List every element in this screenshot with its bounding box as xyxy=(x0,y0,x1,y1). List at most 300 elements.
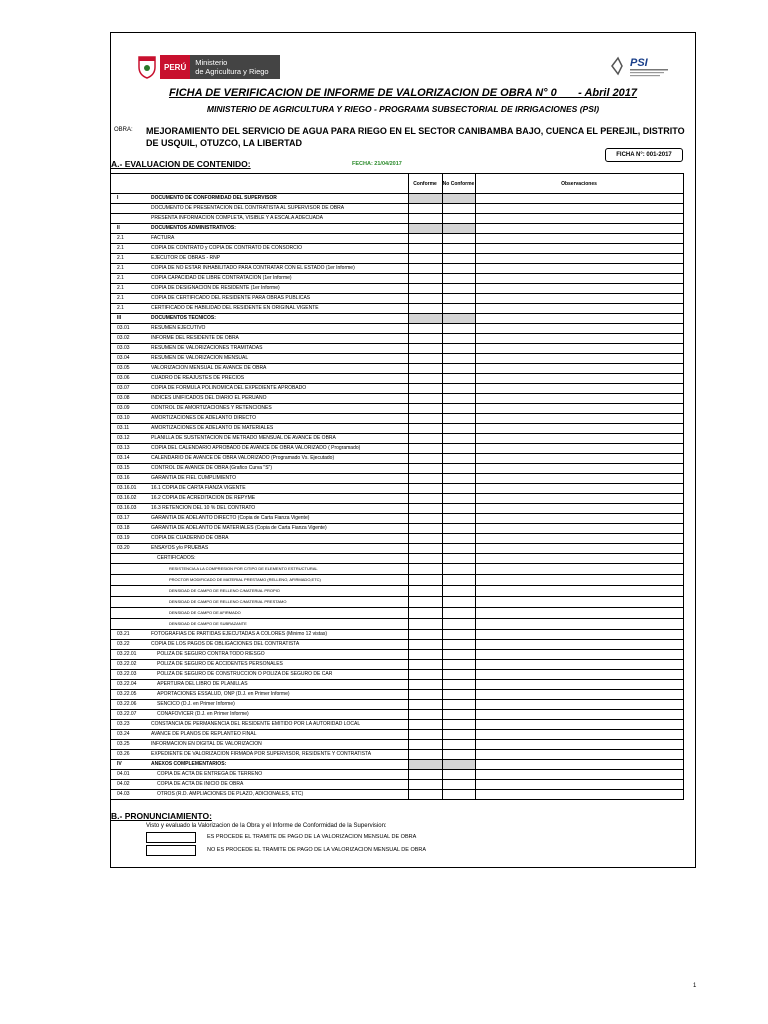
observaciones-cell[interactable] xyxy=(475,414,683,424)
row-text: COPIA DE CUADERNO DE OBRA xyxy=(151,535,229,541)
no-conforme-cell[interactable] xyxy=(442,194,475,204)
observaciones-cell[interactable] xyxy=(475,214,683,224)
table-row xyxy=(111,630,683,640)
row-text: EXPEDIENTE DE VALORIZACION FIRMADA POR SUPERVISOR, RESIDENTE Y CONTRATISTA xyxy=(151,751,372,757)
no-conforme-cell[interactable] xyxy=(442,404,475,414)
row-number: 03.22.07 xyxy=(117,711,137,717)
no-conforme-cell[interactable] xyxy=(442,619,475,630)
observaciones-cell[interactable] xyxy=(475,384,683,394)
row-text: AVANCE DE PLANOS DE REPLANTEO FINAL xyxy=(151,731,257,737)
table-row xyxy=(111,284,683,294)
row-number: 03.04 xyxy=(117,355,130,361)
row-text: DENSIDAD DE CAMPO DE AFIRMADO xyxy=(169,610,241,615)
no-conforme-cell[interactable] xyxy=(442,680,475,690)
row-text: CONTROL DE AMORTIZACIONES Y RETENCIONES xyxy=(151,405,272,411)
row-text: CONTROL DE AVANCE DE OBRA (Grafico Curva "S") xyxy=(151,465,272,471)
no-conforme-cell[interactable] xyxy=(442,294,475,304)
row-text: PROCTOR MODIFICADO DE MATERIAL PRESTAMO (RELLENO, AFIRMADO,ETC) xyxy=(169,577,321,582)
observaciones-cell[interactable] xyxy=(475,660,683,670)
no-conforme-cell[interactable] xyxy=(442,564,475,575)
observaciones-cell[interactable] xyxy=(475,434,683,444)
no-conforme-cell[interactable] xyxy=(442,414,475,424)
observaciones-cell[interactable] xyxy=(475,194,683,204)
option-procede-checkbox[interactable] xyxy=(146,832,196,843)
observaciones-cell[interactable] xyxy=(475,524,683,534)
no-conforme-cell[interactable] xyxy=(442,597,475,608)
row-number: 03.22.03 xyxy=(117,671,137,677)
observaciones-cell[interactable] xyxy=(475,224,683,234)
conforme-cell[interactable] xyxy=(408,740,442,750)
observaciones-cell[interactable] xyxy=(475,760,683,770)
row-number: 04.03 xyxy=(117,791,130,797)
fecha: FECHA: 21/04/2017 xyxy=(352,161,402,167)
observaciones-cell[interactable] xyxy=(475,284,683,294)
checklist-table xyxy=(111,173,684,800)
table-row xyxy=(111,575,683,586)
table-row xyxy=(111,524,683,534)
no-conforme-cell[interactable] xyxy=(442,424,475,434)
conforme-cell[interactable] xyxy=(408,424,442,434)
no-conforme-cell[interactable] xyxy=(442,690,475,700)
conforme-cell[interactable] xyxy=(408,586,442,597)
no-conforme-cell[interactable] xyxy=(442,264,475,274)
no-conforme-cell[interactable] xyxy=(442,790,475,800)
table-row xyxy=(111,404,683,414)
observaciones-cell[interactable] xyxy=(475,740,683,750)
conforme-cell[interactable] xyxy=(408,575,442,586)
row-number: II xyxy=(117,225,120,231)
table-row xyxy=(111,544,683,554)
conforme-cell[interactable] xyxy=(408,494,442,504)
row-text: COPIA DE FORMULA POLINOMICA DEL EXPEDIENTE APROBADO xyxy=(151,385,307,391)
conforme-cell[interactable] xyxy=(408,214,442,224)
no-conforme-cell[interactable] xyxy=(442,354,475,364)
no-conforme-cell[interactable] xyxy=(442,494,475,504)
observaciones-cell[interactable] xyxy=(475,374,683,384)
observaciones-cell[interactable] xyxy=(475,204,683,214)
observaciones-cell[interactable] xyxy=(475,364,683,374)
observaciones-cell[interactable] xyxy=(475,780,683,790)
observaciones-cell[interactable] xyxy=(475,564,683,575)
no-conforme-cell[interactable] xyxy=(442,554,475,564)
row-text: POLIZA DE SEGURO DE CONSTRUCCION O POLIZA DE SEGURO DE CAR xyxy=(157,671,333,677)
conforme-cell[interactable] xyxy=(408,544,442,554)
conforme-cell[interactable] xyxy=(408,284,442,294)
row-text: DOCUMENTO DE CONFORMIDAD DEL SUPERVISOR xyxy=(151,195,277,201)
observaciones-cell[interactable] xyxy=(475,750,683,760)
conforme-cell[interactable] xyxy=(408,404,442,414)
conforme-cell[interactable] xyxy=(408,334,442,344)
observaciones-cell[interactable] xyxy=(475,597,683,608)
conforme-cell[interactable] xyxy=(408,484,442,494)
no-conforme-cell[interactable] xyxy=(442,740,475,750)
table-row xyxy=(111,234,683,244)
row-text: RESUMEN DE VALORIZACIONES TRAMITADAS xyxy=(151,345,263,351)
row-number: 03.21 xyxy=(117,631,130,637)
conforme-cell[interactable] xyxy=(408,314,442,324)
table-row xyxy=(111,680,683,690)
row-number: 03.11 xyxy=(117,425,130,431)
table-row xyxy=(111,354,683,364)
conforme-cell[interactable] xyxy=(408,790,442,800)
observaciones-cell[interactable] xyxy=(475,790,683,800)
table-row xyxy=(111,650,683,660)
no-conforme-cell[interactable] xyxy=(442,304,475,314)
no-conforme-cell[interactable] xyxy=(442,660,475,670)
table-row xyxy=(111,730,683,740)
table-row xyxy=(111,294,683,304)
row-number: 03.26 xyxy=(117,751,130,757)
conforme-cell[interactable] xyxy=(408,224,442,234)
observaciones-cell[interactable] xyxy=(475,404,683,414)
row-number: 03.16.01 xyxy=(117,485,137,491)
conforme-cell[interactable] xyxy=(408,244,442,254)
observaciones-cell[interactable] xyxy=(475,640,683,650)
conforme-cell[interactable] xyxy=(408,204,442,214)
no-conforme-cell[interactable] xyxy=(442,464,475,474)
no-conforme-cell[interactable] xyxy=(442,670,475,680)
row-number: 04.02 xyxy=(117,781,130,787)
conforme-cell[interactable] xyxy=(408,364,442,374)
conforme-cell[interactable] xyxy=(408,454,442,464)
conforme-cell[interactable] xyxy=(408,294,442,304)
conforme-cell[interactable] xyxy=(408,394,442,404)
row-text: ANEXOS COMPLEMENTARIOS: xyxy=(151,761,227,767)
observaciones-cell[interactable] xyxy=(475,254,683,264)
table-row xyxy=(111,770,683,780)
table-row xyxy=(111,690,683,700)
table-row xyxy=(111,660,683,670)
no-conforme-cell[interactable] xyxy=(442,364,475,374)
conforme-cell[interactable] xyxy=(408,344,442,354)
row-text: 16.1 COPIA DE CARTA FIANZA VIGENTE xyxy=(151,485,246,491)
no-conforme-cell[interactable] xyxy=(442,780,475,790)
table-row xyxy=(111,586,683,597)
observaciones-cell[interactable] xyxy=(475,700,683,710)
no-conforme-cell[interactable] xyxy=(442,334,475,344)
table-row xyxy=(111,608,683,619)
row-text: DOCUMENTO DE PRESENTACION DEL CONTRATISTA AL SUPERVISOR DE OBRA xyxy=(151,205,345,211)
conforme-cell[interactable] xyxy=(408,254,442,264)
row-number: 03.22.04 xyxy=(117,681,137,687)
observaciones-cell[interactable] xyxy=(475,710,683,720)
conforme-cell[interactable] xyxy=(408,514,442,524)
row-number: 03.05 xyxy=(117,365,130,371)
row-number: 03.02 xyxy=(117,335,130,341)
row-text: PRESENTA INFORMACION COMPLETA, VISIBLE Y A ESCALA ADECUADA xyxy=(151,215,323,221)
option-procede-label: ES PROCEDE EL TRAMITE DE PAGO DE LA VALORIZACION MENSUAL DE OBRA xyxy=(207,834,417,840)
row-text: CERTIFICADOS: xyxy=(157,555,196,561)
table-row xyxy=(111,334,683,344)
table-row xyxy=(111,424,683,434)
observaciones-cell[interactable] xyxy=(475,314,683,324)
observaciones-cell[interactable] xyxy=(475,234,683,244)
row-number: 03.15 xyxy=(117,465,130,471)
no-conforme-cell[interactable] xyxy=(442,394,475,404)
no-conforme-cell[interactable] xyxy=(442,254,475,264)
conforme-cell[interactable] xyxy=(408,374,442,384)
ministry-logo xyxy=(136,54,280,80)
conforme-cell[interactable] xyxy=(408,234,442,244)
row-text: DENSIDAD DE CAMPO DE RELLENO C/MATERIAL PROPIO xyxy=(169,588,280,593)
observaciones-cell[interactable] xyxy=(475,608,683,619)
row-text: COPIA DE ACTA DE INICIO DE OBRA xyxy=(157,781,244,787)
observaciones-cell[interactable] xyxy=(475,554,683,564)
no-conforme-cell[interactable] xyxy=(442,234,475,244)
observaciones-cell[interactable] xyxy=(475,630,683,640)
option-no-procede-checkbox[interactable] xyxy=(146,845,196,856)
no-conforme-cell[interactable] xyxy=(442,504,475,514)
row-text: PLANILLA DE SUSTENTACION DE METRADO MENSUAL DE AVANCE DE OBRA xyxy=(151,435,336,441)
observaciones-cell[interactable] xyxy=(475,504,683,514)
conforme-cell[interactable] xyxy=(408,640,442,650)
obra-text: MEJORAMIENTO DEL SERVICIO DE AGUA PARA RIEGO EN EL SECTOR CANIBAMBA BAJO, CUENCA EL PEREJIL, DISTRITO DE USQUIL, OTUZCO, LA LIBERTAD xyxy=(146,126,685,148)
conforme-cell[interactable] xyxy=(408,504,442,514)
table-row xyxy=(111,700,683,710)
row-number: 2.1 xyxy=(117,235,124,241)
row-text: COPIA CAPACIDAD DE LIBRE CONTRATACION (1er Informe) xyxy=(151,275,292,281)
no-conforme-cell[interactable] xyxy=(442,544,475,554)
conforme-cell[interactable] xyxy=(408,194,442,204)
table-row xyxy=(111,494,683,504)
observaciones-cell[interactable] xyxy=(475,619,683,630)
observaciones-cell[interactable] xyxy=(475,464,683,474)
observaciones-cell[interactable] xyxy=(475,274,683,284)
no-conforme-cell[interactable] xyxy=(442,640,475,650)
conforme-cell[interactable] xyxy=(408,630,442,640)
no-conforme-cell[interactable] xyxy=(442,314,475,324)
row-number: IV xyxy=(117,761,122,767)
table-row xyxy=(111,670,683,680)
no-conforme-cell[interactable] xyxy=(442,720,475,730)
no-conforme-cell[interactable] xyxy=(442,514,475,524)
conforme-cell[interactable] xyxy=(408,670,442,680)
observaciones-cell[interactable] xyxy=(475,344,683,354)
observaciones-cell[interactable] xyxy=(475,494,683,504)
conforme-cell[interactable] xyxy=(408,680,442,690)
observaciones-cell[interactable] xyxy=(475,575,683,586)
observaciones-cell[interactable] xyxy=(475,264,683,274)
table-row xyxy=(111,414,683,424)
row-text: 16.3 RETENCION DEL 10 % DEL CONTRATO xyxy=(151,505,256,511)
row-number: 2.1 xyxy=(117,255,124,261)
conforme-cell[interactable] xyxy=(408,464,442,474)
table-row xyxy=(111,194,683,204)
conforme-cell[interactable] xyxy=(408,414,442,424)
table-row xyxy=(111,760,683,770)
no-conforme-cell[interactable] xyxy=(442,284,475,294)
observaciones-cell[interactable] xyxy=(475,354,683,364)
table-row xyxy=(111,314,683,324)
table-row xyxy=(111,790,683,800)
header-observaciones: Observaciones xyxy=(475,174,683,194)
no-conforme-cell[interactable] xyxy=(442,474,475,484)
row-text: GARANTIA DE ADELANTO DE MATERIALES (Copia de Carta Fianza Vigente) xyxy=(151,525,327,531)
conforme-cell[interactable] xyxy=(408,730,442,740)
observaciones-cell[interactable] xyxy=(475,304,683,314)
row-text: VALORIZACION MENSUAL DE AVANCE DE OBRA xyxy=(151,365,267,371)
conforme-cell[interactable] xyxy=(408,700,442,710)
row-number: 03.03 xyxy=(117,345,130,351)
no-conforme-cell[interactable] xyxy=(442,444,475,454)
row-number: 03.08 xyxy=(117,395,130,401)
table-row xyxy=(111,264,683,274)
row-text: AMORTIZACIONES DE ADELANTO DIRECTO xyxy=(151,415,257,421)
observaciones-cell[interactable] xyxy=(475,394,683,404)
no-conforme-cell[interactable] xyxy=(442,344,475,354)
table-row xyxy=(111,514,683,524)
table-row xyxy=(111,554,683,564)
observaciones-cell[interactable] xyxy=(475,690,683,700)
row-text: FACTURA xyxy=(151,235,175,241)
row-text: APORTACIONES ESSALUD, ONP (D.J. en Primer Informe) xyxy=(157,691,290,697)
no-conforme-cell[interactable] xyxy=(442,374,475,384)
conforme-cell[interactable] xyxy=(408,444,442,454)
conforme-cell[interactable] xyxy=(408,690,442,700)
conforme-cell[interactable] xyxy=(408,720,442,730)
observaciones-cell[interactable] xyxy=(475,474,683,484)
conforme-cell[interactable] xyxy=(408,354,442,364)
conforme-cell[interactable] xyxy=(408,650,442,660)
conforme-cell[interactable] xyxy=(408,760,442,770)
row-number: 03.22.01 xyxy=(117,651,137,657)
row-text: POLIZA DE SEGURO CONTRA TODO RIESGO xyxy=(157,651,265,657)
row-number: 03.24 xyxy=(117,731,130,737)
row-text: CALENDARIO DE AVANCE DE OBRA VALORIZADO (Programado Vs. Ejecutado) xyxy=(151,455,335,461)
header-conforme: Conforme xyxy=(408,174,442,194)
row-number: 03.13 xyxy=(117,445,130,451)
no-conforme-cell[interactable] xyxy=(442,608,475,619)
row-text: INFORMACION EN DIGITAL DE VALORIZACION xyxy=(151,741,262,747)
no-conforme-cell[interactable] xyxy=(442,454,475,464)
conforme-cell[interactable] xyxy=(408,324,442,334)
row-text: AMORTIZACIONES DE ADELANTO DE MATERIALES xyxy=(151,425,274,431)
conforme-cell[interactable] xyxy=(408,304,442,314)
no-conforme-cell[interactable] xyxy=(442,484,475,494)
row-text: RESISTENCIA A LA COMPRESION POR C/TIPO DE ELEMENTO ESTRUCTURAL xyxy=(169,566,318,571)
no-conforme-cell[interactable] xyxy=(442,524,475,534)
no-conforme-cell[interactable] xyxy=(442,730,475,740)
row-text: COPIA DEL CALENDARIO APROBADO DE AVANCE DE OBRA VALORIZADO ( Programado) xyxy=(151,445,361,451)
conforme-cell[interactable] xyxy=(408,710,442,720)
observaciones-cell[interactable] xyxy=(475,444,683,454)
no-conforme-cell[interactable] xyxy=(442,575,475,586)
row-text: FOTOGRAFIAS DE PARTIDAS EJECUTADAS A COLORES (Minimo 12 vistas) xyxy=(151,631,328,637)
row-text: APERTURA DEL LIBRO DE PLANILLAS xyxy=(157,681,248,687)
row-text: 16.2 COPIA DE ACREDITACION DE REPYME xyxy=(151,495,256,501)
observaciones-cell[interactable] xyxy=(475,424,683,434)
row-number: 03.12 xyxy=(117,435,130,441)
no-conforme-cell[interactable] xyxy=(442,224,475,234)
row-number: 03.06 xyxy=(117,375,130,381)
conforme-cell[interactable] xyxy=(408,780,442,790)
no-conforme-cell[interactable] xyxy=(442,630,475,640)
observaciones-cell[interactable] xyxy=(475,650,683,660)
conforme-cell[interactable] xyxy=(408,524,442,534)
no-conforme-cell[interactable] xyxy=(442,760,475,770)
observaciones-cell[interactable] xyxy=(475,334,683,344)
table-row xyxy=(111,344,683,354)
peru-label: PERÚ xyxy=(160,55,190,79)
observaciones-cell[interactable] xyxy=(475,544,683,554)
row-text: COPIA DE LOS PAGOS DE OBLIGACIONES DEL CONTRATISTA xyxy=(151,641,300,647)
no-conforme-cell[interactable] xyxy=(442,384,475,394)
conforme-cell[interactable] xyxy=(408,534,442,544)
observaciones-cell[interactable] xyxy=(475,514,683,524)
document-subtitle: MINISTERIO DE AGRICULTURA Y RIEGO - PROGRAMA SUBSECTORIAL DE IRRIGACIONES (PSI) xyxy=(206,104,600,114)
no-conforme-cell[interactable] xyxy=(442,244,475,254)
observaciones-cell[interactable] xyxy=(475,730,683,740)
no-conforme-cell[interactable] xyxy=(442,710,475,720)
option-no-procede-label: NO ES PROCEDE EL TRAMITE DE PAGO DE LA VALORIZACION MENSUAL DE OBRA xyxy=(207,847,427,853)
observaciones-cell[interactable] xyxy=(475,294,683,304)
table-row xyxy=(111,597,683,608)
no-conforme-cell[interactable] xyxy=(442,534,475,544)
observaciones-cell[interactable] xyxy=(475,244,683,254)
conforme-cell[interactable] xyxy=(408,274,442,284)
observaciones-cell[interactable] xyxy=(475,324,683,334)
conforme-cell[interactable] xyxy=(408,660,442,670)
table-row xyxy=(111,324,683,334)
conforme-cell[interactable] xyxy=(408,619,442,630)
table-row xyxy=(111,474,683,484)
obra-label: OBRA: xyxy=(114,127,133,133)
no-conforme-cell[interactable] xyxy=(442,700,475,710)
row-text: COPIA DE CONTRATO y COPIA DE CONTRATO DE CONSORCIO xyxy=(151,245,303,251)
no-conforme-cell[interactable] xyxy=(442,274,475,284)
table-row xyxy=(111,254,683,264)
no-conforme-cell[interactable] xyxy=(442,324,475,334)
conforme-cell[interactable] xyxy=(408,564,442,575)
conforme-cell[interactable] xyxy=(408,554,442,564)
observaciones-cell[interactable] xyxy=(475,720,683,730)
table-row xyxy=(111,740,683,750)
row-text: POLIZA DE SEGURO DE ACCIDENTES PERSONALES xyxy=(157,661,283,667)
conforme-cell[interactable] xyxy=(408,597,442,608)
row-number: 2.1 xyxy=(117,305,124,311)
conforme-cell[interactable] xyxy=(408,384,442,394)
table-row xyxy=(111,374,683,384)
ficha-number: FICHA N°: 001-2017 xyxy=(605,148,683,162)
observaciones-cell[interactable] xyxy=(475,534,683,544)
row-number: I xyxy=(117,195,119,201)
row-text: COPIA DE DESIGNACION DE RESIDENTE (1er Informe) xyxy=(151,285,280,291)
no-conforme-cell[interactable] xyxy=(442,586,475,597)
observaciones-cell[interactable] xyxy=(475,586,683,597)
conforme-cell[interactable] xyxy=(408,608,442,619)
conforme-cell[interactable] xyxy=(408,474,442,484)
row-number: 03.23 xyxy=(117,721,130,727)
table-row xyxy=(111,444,683,454)
observaciones-cell[interactable] xyxy=(475,454,683,464)
no-conforme-cell[interactable] xyxy=(442,214,475,224)
conforme-cell[interactable] xyxy=(408,264,442,274)
document-title: FICHA DE VERIFICACION DE INFORME DE VALORIZACION DE OBRA N° 0___ - Abril 2017 xyxy=(168,87,638,99)
conforme-cell[interactable] xyxy=(408,434,442,444)
observaciones-cell[interactable] xyxy=(475,680,683,690)
conforme-cell[interactable] xyxy=(408,750,442,760)
no-conforme-cell[interactable] xyxy=(442,770,475,780)
observaciones-cell[interactable] xyxy=(475,670,683,680)
row-number: 2.1 xyxy=(117,295,124,301)
no-conforme-cell[interactable] xyxy=(442,204,475,214)
observaciones-cell[interactable] xyxy=(475,484,683,494)
no-conforme-cell[interactable] xyxy=(442,434,475,444)
no-conforme-cell[interactable] xyxy=(442,650,475,660)
observaciones-cell[interactable] xyxy=(475,770,683,780)
conforme-cell[interactable] xyxy=(408,770,442,780)
no-conforme-cell[interactable] xyxy=(442,750,475,760)
